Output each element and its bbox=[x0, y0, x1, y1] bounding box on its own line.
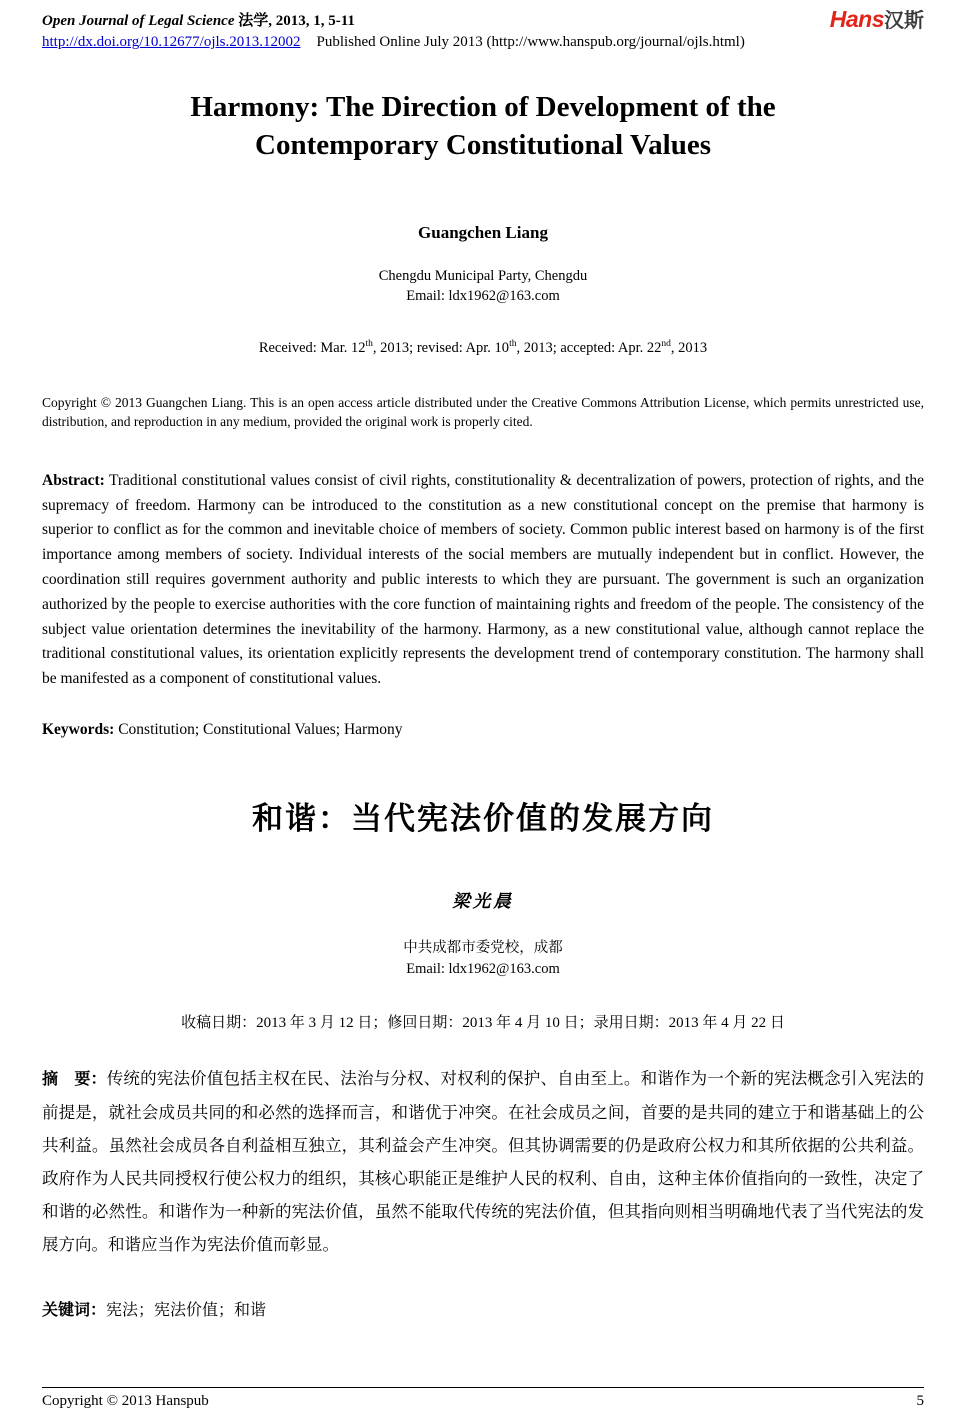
abstract-text: Traditional constitutional values consist of civil rights, constitutionality & decentralization of powers, protection of rights, and the supremacy of freedom. Harmony can be introduced to the constitution as a new constitutional concept on the premise that harmony is superior to conflict as for the common and inevitable choice of members of society. Common public interest based on harmony is of the first importance among members of society. Individual interests of the social members are mutually independent but in conflict. However, the coordination still requires government authority and public interests to which they are pursuant. The government is such an organization authorized by the people to exercise authorities with the core function of maintaining rights and freedom of the people. The consistency of the subject value orientation determines the inevitability of the harmony. Harmony, as a new constitutional value, although cannot replace the traditional constitutional values, its orientation explicitly represents the development trend of contemporary constitution. The harmony shall be manifested as a component of constitutional values. bbox=[42, 471, 924, 688]
hans-logo-cn: 汉斯 bbox=[884, 10, 924, 32]
keywords-line bbox=[42, 721, 924, 739]
received-line bbox=[42, 339, 924, 357]
received-part: , 2013; revised: Apr. 10 bbox=[372, 340, 510, 357]
keywords-line-cn bbox=[42, 1297, 924, 1320]
journal-info bbox=[42, 8, 745, 51]
keywords-label-cn: 关键词： bbox=[42, 1302, 107, 1320]
received-part: , 2013; accepted: Apr. 22 bbox=[516, 340, 662, 357]
email-line-cn: Email: ldx1962@163.com bbox=[406, 961, 560, 978]
abstract-label-cn: 摘 要： bbox=[42, 1071, 107, 1089]
article-title-cn: 和谐：当代宪法价值的发展方向 bbox=[252, 801, 714, 836]
page-header bbox=[42, 8, 924, 51]
journal-line bbox=[42, 8, 745, 31]
received-line-cn: 收稿日期：2013 年 3 月 12 日；修回日期：2013 年 4 月 10 日；录用日期：2013 年 4 月 22 日 bbox=[181, 1015, 785, 1032]
abstract-label: Abstract: bbox=[42, 471, 105, 489]
email-line: Email: ldx1962@163.com bbox=[406, 287, 560, 304]
abstract-paragraph bbox=[42, 469, 924, 692]
journal-title: Open Journal of Legal Science bbox=[42, 13, 235, 29]
abstract-text-cn: 传统的宪法价值包括主权在民、法治与分权、对权利的保护、自由至上。和谐作为一个新的宪法概念引入宪法的前提是，就社会成员共同的和必然的选择而言，和谐优于冲突。在社会成员之间，首要的是共同的建立于和谐基础上的公共利益。虽然社会成员各自利益相互独立，其利益会产生冲突。但其协调需要的仍是政府公权力和其所依据的公共利益。政府作为人民共同授权行使公权力的组织，其核心职能正是维护人民的权利、自由，这种主体价值指向的一致性，决定了和谐的必然性。和谐作为一种新的宪法价值，虽然不能取代传统的宪法价值，但其指向则相当明确地代表了当代宪法的发展方向。和谐应当作为宪法价值而彰显。 bbox=[42, 1069, 924, 1255]
journal-title-cn: 法学 bbox=[234, 13, 269, 29]
page-footer bbox=[42, 1387, 924, 1410]
received-superscript: th bbox=[365, 339, 373, 350]
published-online-text: Published Online July 2013 (http://www.hanspub.org/journal/ojls.html) bbox=[316, 34, 745, 51]
journal-issue-info: , 2013, 1, 5-11 bbox=[268, 13, 355, 29]
keywords-text: Constitution; Constitutional Values; Harmony bbox=[118, 721, 403, 738]
author-name: Guangchen Liang bbox=[418, 222, 548, 242]
received-superscript: th bbox=[509, 339, 517, 350]
hans-logo-latin: Hans bbox=[829, 6, 884, 32]
keywords-label: Keywords: bbox=[42, 721, 115, 738]
doi-line bbox=[42, 34, 745, 51]
affiliation-block-cn bbox=[42, 938, 924, 980]
affiliation-line-cn: 中共成都市委党校，成都 bbox=[403, 940, 563, 956]
doi-link[interactable]: http://dx.doi.org/10.12677/ojls.2013.12002 bbox=[42, 34, 301, 51]
copyright-notice: Copyright © 2013 Guangchen Liang. This is an open access article distributed under the Creative Commons Attribution License, which permits unrestricted use, distribution, and reproduction in any medium, provided the original work is properly cited. bbox=[42, 395, 924, 429]
footer-copyright: Copyright © 2013 Hanspub bbox=[42, 1393, 209, 1409]
abstract-paragraph-cn bbox=[42, 1062, 924, 1261]
affiliation-block bbox=[42, 266, 924, 307]
author-name-cn: 梁光晨 bbox=[452, 891, 514, 911]
keywords-text-cn: 宪法；宪法价值；和谐 bbox=[106, 1302, 267, 1320]
received-part: Received: Mar. 12 bbox=[258, 340, 366, 357]
hans-logo bbox=[830, 8, 924, 31]
received-superscript: nd bbox=[661, 339, 671, 350]
affiliation-line: Chengdu Municipal Party, Chengdu bbox=[378, 267, 588, 284]
received-part: , 2013 bbox=[670, 340, 708, 357]
footer-page-number: 5 bbox=[916, 1393, 924, 1409]
article-title: Harmony: The Direction of Development of the Contemporary Constitutional Values bbox=[190, 91, 776, 161]
